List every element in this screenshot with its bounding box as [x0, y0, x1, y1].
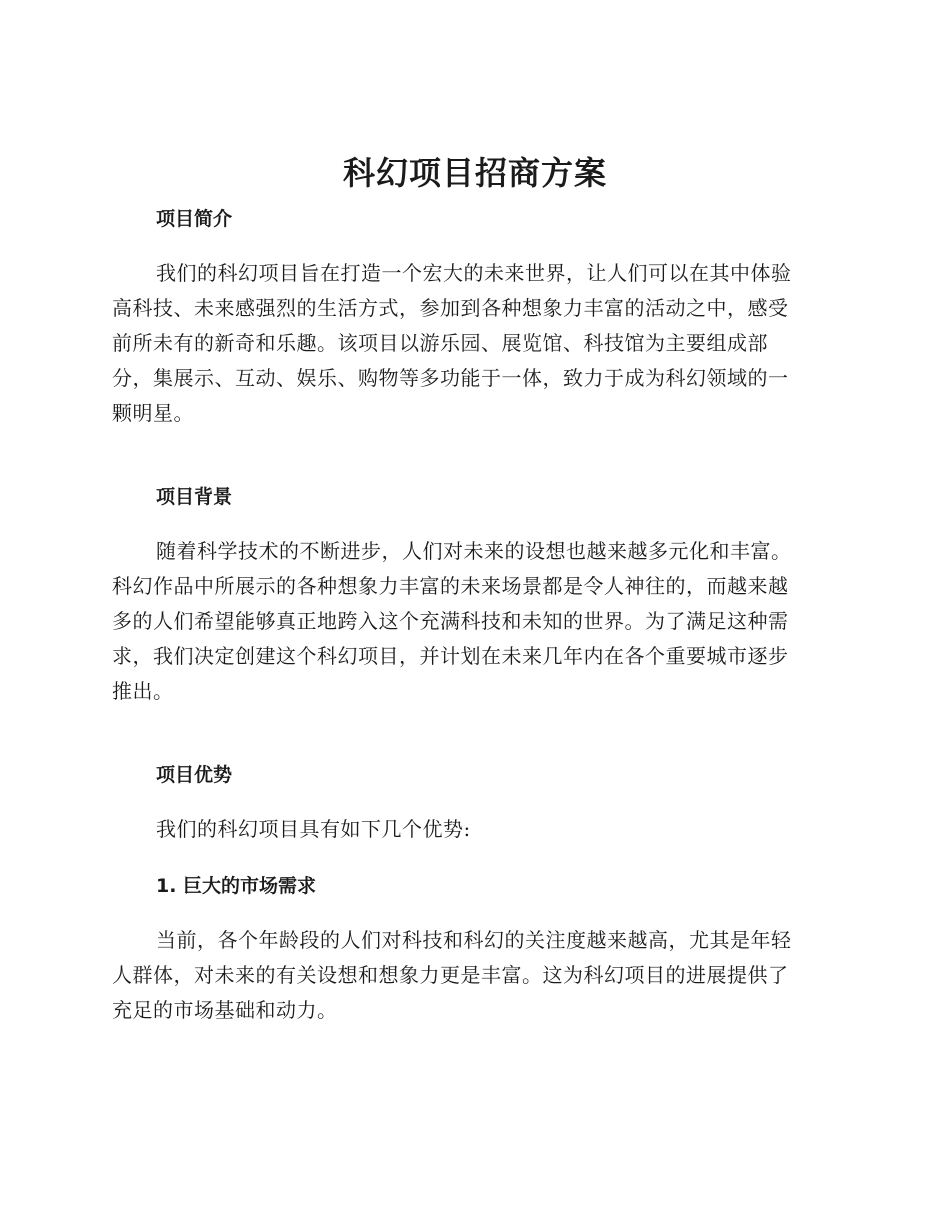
paragraph-line: 随着科学技术的不断进步，人们对未来的设想也越来越多元化和丰富。	[156, 539, 792, 563]
paragraph-line: 充足的市场基础和动力。	[112, 998, 338, 1022]
paragraph-line: 分，集展示、互动、娱乐、购物等多功能于一体，致力于成为科幻领域的一	[112, 366, 789, 390]
section-heading-advantages: 项目优势	[156, 764, 233, 786]
paragraph-line: 我们的科幻项目旨在打造一个宏大的未来世界，让人们可以在其中体验	[156, 261, 792, 285]
section-heading-market-demand: 1. 巨大的市场需求	[156, 875, 317, 897]
paragraph-line: 多的人们希望能够真正地跨入这个充满科技和未知的世界。为了满足这种需	[112, 609, 789, 633]
paragraph-line: 推出。	[112, 679, 174, 703]
section-paragraph-market-demand	[112, 923, 832, 1028]
section-paragraph-intro	[112, 256, 832, 431]
paragraph-line: 前所未有的新奇和乐趣。该项目以游乐园、展览馆、科技馆为主要组成部	[112, 331, 768, 355]
section-paragraph-advantages	[112, 812, 832, 847]
section-heading-intro: 项目简介	[156, 208, 233, 230]
paragraph-line: 我们的科幻项目具有如下几个优势:	[156, 817, 471, 841]
paragraph-line: 颗明星。	[112, 401, 194, 425]
paragraph-line: 科幻作品中所展示的各种想象力丰富的未来场景都是令人神往的，而越来越	[112, 574, 789, 598]
section-heading-background: 项目背景	[156, 486, 233, 508]
paragraph-line: 高科技、未来感强烈的生活方式，参加到各种想象力丰富的活动之中，感受	[112, 296, 789, 320]
paragraph-line: 求，我们决定创建这个科幻项目，并计划在未来几年内在各个重要城市逐步	[112, 644, 789, 668]
document-title: 科幻项目招商方案	[342, 154, 607, 192]
paragraph-line: 当前，各个年龄段的人们对科技和科幻的关注度越来越高，尤其是年轻	[156, 928, 792, 952]
paragraph-line: 人群体，对未来的有关设想和想象力更是丰富。这为科幻项目的进展提供了	[112, 963, 789, 987]
section-paragraph-background	[112, 534, 832, 709]
